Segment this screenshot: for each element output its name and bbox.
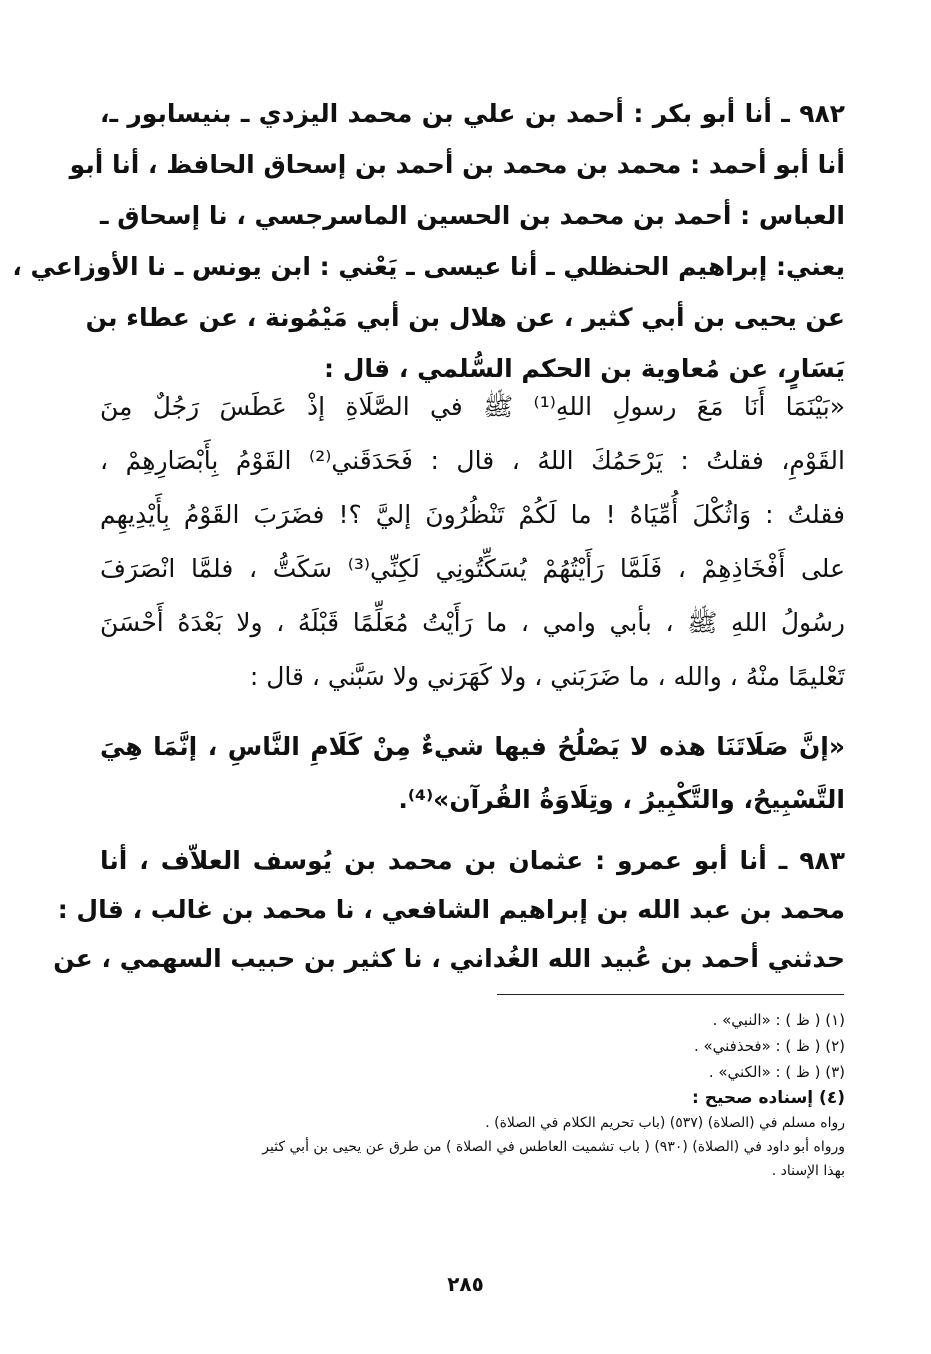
text-line: على أَفْخَاذِهِمْ ، فَلَمَّا رَأَيْتُهُمْ يُسَكِّتُونِي لَكِنِّي⁽³⁾ سَكَتُّ ، فلمَّا انْصَرَفَ xyxy=(100,554,846,583)
text-line: ٩٨٣ ـ أنا أبو عمرو : عثمان بن محمد بن يُوسف العلاّف ، أنا xyxy=(100,846,845,875)
footnote-4-heading: (٤) إسناده صحيح : xyxy=(692,1088,845,1108)
footnote-1: (١) ( ظ ) : «النبي» . xyxy=(712,1011,845,1029)
text-line: محمد بن عبد الله بن إبراهيم الشافعي ، نا محمد بن غالب ، قال : xyxy=(57,895,845,924)
footnote-2: (٢) ( ظ ) : «فحذفني» . xyxy=(693,1037,845,1055)
text-line: تَعْليمًا منْهُ ، والله ، ما ضَرَبَني ، ولا كَهَرَني ولا سَبَّني ، قال : xyxy=(249,662,845,691)
hadith-982-isnad xyxy=(12,88,845,394)
text-line: العباس : أحمد بن محمد بن الحسين الماسرجسي ، نا إسحاق ـ xyxy=(100,201,845,230)
text-line: التَّسْبِيحُ، والتَّكْبِيرُ ، وتِلَاوَةُ القُرآن»⁽⁴⁾. xyxy=(398,785,845,814)
text-line: «إنَّ صَلَاتَنَا هذه لا يَصْلُحُ فيها شيءٌ مِنْ كَلَامِ النَّاسِ ، إنَّمَا هِيَ xyxy=(100,732,845,761)
text-line: رسُولُ اللهِ ﷺ ، بأبي وامي ، ما رَأَيْتُ مُعَلِّمًا قَبْلَهُ ، ولا بَعْدَهُ أَحْسَنَ xyxy=(100,608,845,637)
text-line: فقلتُ : وَاثُكْلَ أُمِّيَاهُ ! ما لَكُمْ تَنْظُرُونَ إليَّ ؟! فضَرَبَ القَوْمُ بِأَيْدِيهِم xyxy=(100,500,845,529)
text-line: عن يحيى بن أبي كثير ، عن هلال بن أبي مَيْمُونة ، عن عطاء بن xyxy=(85,303,845,332)
hadith-982-matn-narrative xyxy=(100,380,845,704)
footnote-4-muslim: رواه مسلم في (الصلاة) (٥٣٧) (باب تحريم الكلام في الصلاة) . xyxy=(485,1115,845,1131)
footnote-4-isnad: بهذا الإسناد . xyxy=(771,1163,845,1179)
text-line: القَوْمِ، فقلتُ : يَرْحَمُكَ اللهُ ، قال : فَحَدَقَني⁽²⁾ القَوْمُ بِأَبْصَارِهِمْ ، xyxy=(100,446,845,475)
text-line: يَسَارٍ، عن مُعاوية بن الحكم السُّلمي ، قال : xyxy=(324,354,845,383)
text-line: ٩٨٢ ـ أنا أبو بكر : أحمد بن علي بن محمد اليزدي ـ بنيسابور ـ، xyxy=(100,99,845,128)
text-line: «بَيْنَمَا أَنَا مَعَ رسولِ اللهِ⁽¹⁾ ﷺ في الصَّلَاةِ إذْ عَطَسَ رَجُلٌ مِنَ xyxy=(100,392,845,421)
text-line: حدثني أحمد بن عُبيد الله الغُداني ، نا كثير بن حبيب السهمي ، عن xyxy=(53,944,845,973)
footnote-3: (٣) ( ظ ) : «الكني» . xyxy=(708,1063,845,1081)
text-line: يعني: إبراهيم الحنظلي ـ أنا عيسى ـ يَعْني : ابن يونس ـ نا الأوزاعي ، xyxy=(12,252,845,281)
text-line: أنا أبو أحمد : محمد بن محمد بن أحمد بن إسحاق الحافظ ، أنا أبو xyxy=(69,150,845,179)
hadith-982-matn-quote xyxy=(100,720,845,826)
page-number: ٢٨٥ xyxy=(447,1272,484,1296)
footnote-separator xyxy=(497,994,844,995)
hadith-983-isnad xyxy=(53,836,845,983)
footnotes xyxy=(90,1007,845,1183)
footnote-4-abu-dawud: ورواه أبو داود في (الصلاة) (٩٣٠) ( باب تشميت العاطس في الصلاة ) من طرق عن يحيى بن أبي كثير xyxy=(262,1139,845,1155)
